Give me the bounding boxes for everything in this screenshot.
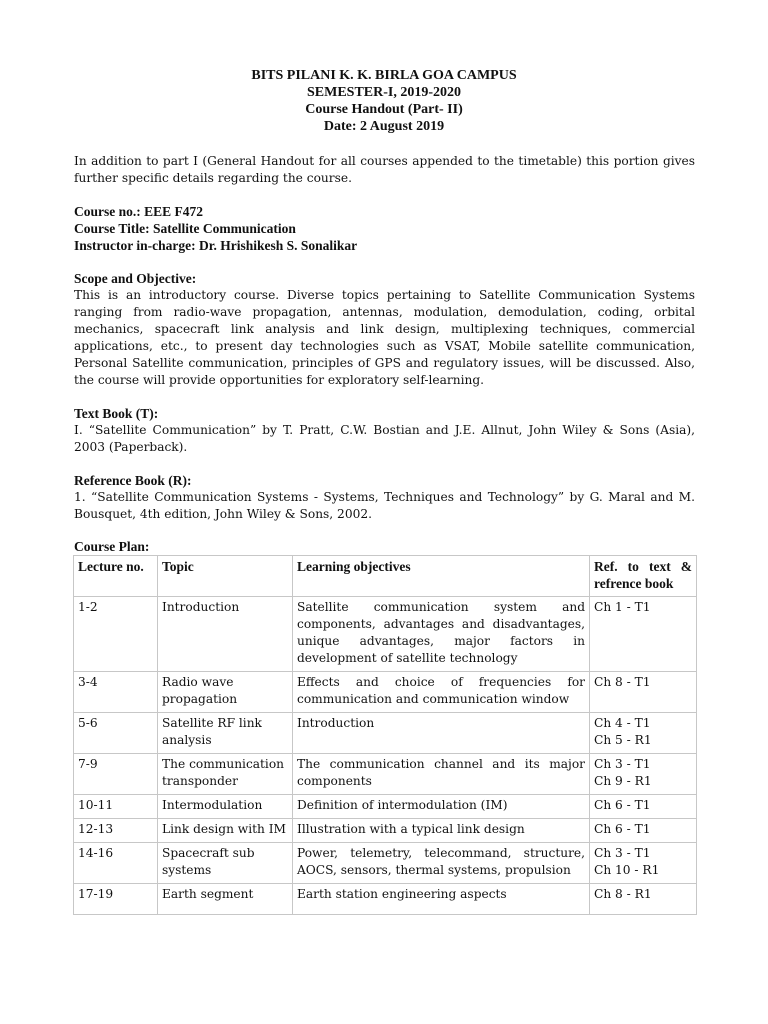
lecture-no: 17-19 <box>74 884 158 915</box>
learning-objective: Definition of intermodulation (IM) <box>293 795 590 819</box>
table-row <box>74 819 697 843</box>
reference-text: 1. “Satellite Communication Systems - Systems, Techniques and Technology” by G. Maral and M. Bousquet, 4th edition, John Wiley & Sons, 2002. <box>74 490 695 521</box>
handout-title: Course Handout (Part- II) <box>305 102 463 117</box>
textbook-heading: Text Book (T): <box>74 406 159 421</box>
instructor-in-charge: Instructor in-charge: Dr. Hrishikesh S. Sonalikar <box>74 238 358 253</box>
ref-line: Ch 5 - R1 <box>594 733 652 747</box>
learning-objective: Earth station engineering aspects <box>293 884 590 915</box>
topic: Radio wave propagation <box>158 672 293 713</box>
reference-cell <box>590 819 697 843</box>
learning-objective: Satellite communication system and components, advantages and disadvantages, unique advantages, major factors in development of satellite technology <box>293 597 590 672</box>
reference-cell <box>590 672 697 713</box>
lecture-no: 10-11 <box>74 795 158 819</box>
reference-cell <box>590 884 697 915</box>
textbook-text: I. “Satellite Communication” by T. Pratt, C.W. Bostian and J.E. Allnut, John Wiley & Sons (Asia), 2003 (Paperback). <box>74 423 695 454</box>
learning-objective: Introduction <box>293 713 590 754</box>
course-plan-table <box>73 555 697 915</box>
ref-line: Ch 4 - T1 <box>594 716 651 730</box>
course-number: Course no.: EEE F472 <box>74 204 204 219</box>
reference-cell <box>590 754 697 795</box>
table-row <box>74 597 697 672</box>
table-row <box>74 795 697 819</box>
table-row <box>74 713 697 754</box>
ref-line: Ch 10 - R1 <box>594 863 660 877</box>
table-row <box>74 884 697 915</box>
handout-date: Date: 2 August 2019 <box>323 119 445 134</box>
course-plan-title: Course Plan: <box>74 539 150 554</box>
topic: Spacecraft sub systems <box>158 843 293 884</box>
ref-line: Ch 9 - R1 <box>594 774 652 788</box>
document-header <box>0 67 768 135</box>
topic: Satellite RF link analysis <box>158 713 293 754</box>
lecture-no: 7-9 <box>74 754 158 795</box>
topic: Intermodulation <box>158 795 293 819</box>
learning-objective: Power, telemetry, telecommand, structure, AOCS, sensors, thermal systems, propulsion <box>293 843 590 884</box>
textbook-section <box>74 405 695 456</box>
topic: The communication transponder <box>158 754 293 795</box>
scope-text: This is an introductory course. Diverse topics pertaining to Satellite Communication Systems ranging from radio-wave propagation, antennas, modulation, demodulation, coding, orbital mechanics, spacecraft link analysis and link design, multiplexing techniques, commercial applications, etc., to present day technologies such as VSAT, Mobile satellite communication, Personal Satellite communication, principles of GPS and regulatory issues, will be discussed. Also, the course will provide opportunities for exploratory self-learning. <box>74 288 695 387</box>
learning-objective: Effects and choice of frequencies for communication and communication window <box>293 672 590 713</box>
topic: Introduction <box>158 597 293 672</box>
reference-cell <box>590 843 697 884</box>
topic: Link design with IM <box>158 819 293 843</box>
course-title: Course Title: Satellite Communication <box>74 221 296 236</box>
table-row <box>74 672 697 713</box>
reference-heading: Reference Book (R): <box>74 473 192 488</box>
ref-line: Ch 6 - T1 <box>594 822 651 836</box>
intro-paragraph: In addition to part I (General Handout for all courses appended to the timetable) this portion gives further specific details regarding the course. <box>74 154 695 185</box>
course-details <box>74 203 695 254</box>
table-row <box>74 843 697 884</box>
lecture-no: 5-6 <box>74 713 158 754</box>
header-topic: Topic <box>158 556 293 597</box>
ref-line: Ch 8 - T1 <box>594 675 651 689</box>
ref-line: Ch 3 - T1 <box>594 846 651 860</box>
scope-section <box>74 270 695 389</box>
reference-cell <box>590 597 697 672</box>
learning-objective: The communication channel and its major components <box>293 754 590 795</box>
lecture-no: 12-13 <box>74 819 158 843</box>
ref-line: Ch 3 - T1 <box>594 757 651 771</box>
ref-line: Ch 1 - T1 <box>594 600 651 614</box>
reference-cell <box>590 713 697 754</box>
semester: SEMESTER-I, 2019-2020 <box>306 85 462 100</box>
learning-objective: Illustration with a typical link design <box>293 819 590 843</box>
lecture-no: 3-4 <box>74 672 158 713</box>
header-learning-objectives: Learning objectives <box>293 556 590 597</box>
table-row <box>74 754 697 795</box>
ref-line: Ch 8 - R1 <box>594 887 652 901</box>
institute-name: BITS PILANI K. K. BIRLA GOA CAMPUS <box>251 68 517 83</box>
scope-heading: Scope and Objective: <box>74 271 197 286</box>
header-reference: Ref. to text & refrence book <box>590 556 697 597</box>
lecture-no: 1-2 <box>74 597 158 672</box>
reference-section <box>74 472 695 523</box>
topic: Earth segment <box>158 884 293 915</box>
ref-line: Ch 6 - T1 <box>594 798 651 812</box>
table-header-row <box>74 556 697 597</box>
header-lecture-no: Lecture no. <box>74 556 158 597</box>
lecture-no: 14-16 <box>74 843 158 884</box>
reference-cell <box>590 795 697 819</box>
